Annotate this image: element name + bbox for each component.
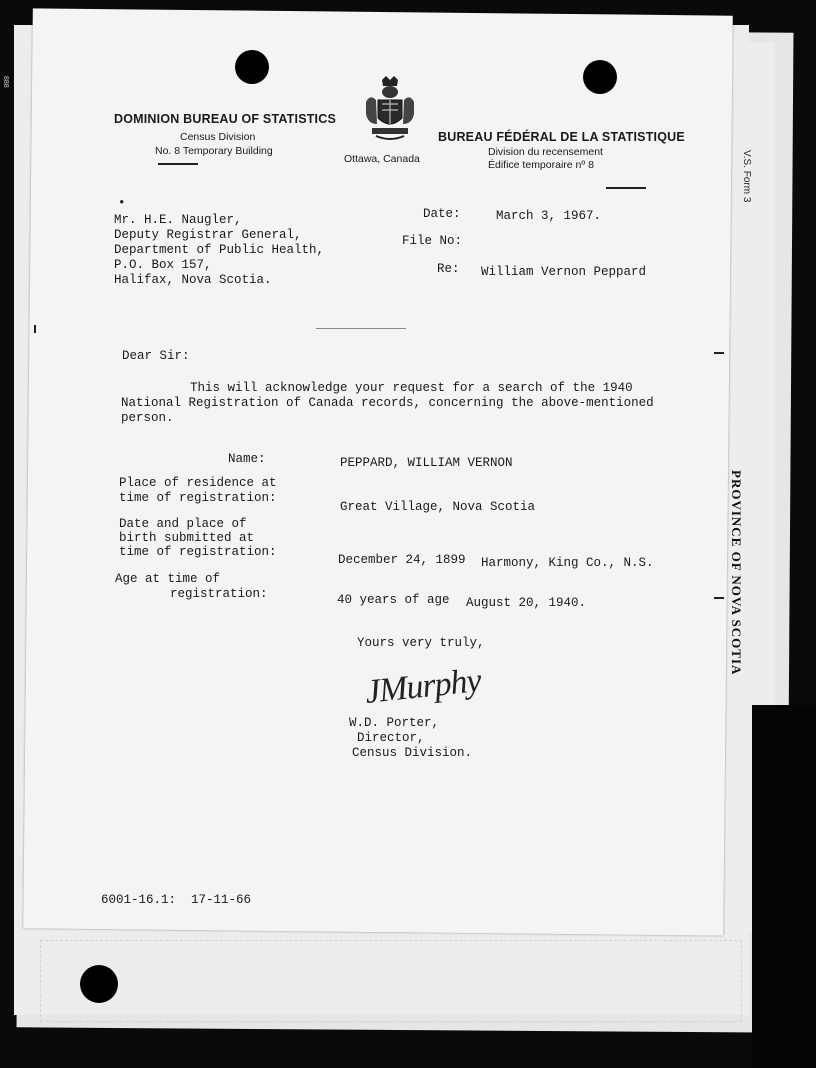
file-number-label: File No: <box>402 234 463 248</box>
signatory-name: W.D. Porter, <box>349 716 440 730</box>
age-label: Age at time of <box>115 572 221 586</box>
birth-label: time of registration: <box>119 545 277 559</box>
address-line: Halifax, Nova Scotia. <box>114 273 272 287</box>
english-building: No. 8 Temporary Building <box>155 145 273 157</box>
right-margin-mark-2 <box>714 597 724 599</box>
right-margin-mark <box>714 352 724 354</box>
residence-label: time of registration: <box>119 491 277 505</box>
re-value: William Vernon Peppard <box>481 265 647 279</box>
age-label: registration: <box>170 587 268 601</box>
age-date-value: August 20, 1940. <box>466 596 587 610</box>
name-label: Name: <box>228 452 266 466</box>
birth-date-value: December 24, 1899 <box>338 553 466 567</box>
punch-hole-bottom <box>80 965 118 1003</box>
birth-label: Date and place of <box>119 517 247 531</box>
body-paragraph-line: person. <box>121 411 174 425</box>
dark-background-region <box>752 705 816 1068</box>
signatory-division: Census Division. <box>352 746 473 760</box>
french-building: Édifice temporaire nº 8 <box>488 159 594 171</box>
french-header-underline <box>606 187 646 189</box>
birth-place-value: Harmony, King Co., N.S. <box>481 556 654 570</box>
birth-label: birth submitted at <box>119 531 255 545</box>
age-value: 40 years of age <box>337 593 450 607</box>
signature: JMurphy <box>363 662 483 711</box>
date-value: March 3, 1967. <box>496 209 602 223</box>
english-division: Census Division <box>180 131 256 143</box>
english-header-underline <box>158 163 198 165</box>
salutation: Dear Sir: <box>122 349 190 363</box>
left-margin-mark <box>34 325 36 333</box>
complimentary-close: Yours very truly, <box>357 636 485 650</box>
canadian-coat-of-arms-icon <box>360 74 420 144</box>
form-code: 6001-16.1: 17-11-66 <box>101 893 252 907</box>
body-paragraph-line: This will acknowledge your request for a search of the 1940 <box>190 381 633 395</box>
city-label: Ottawa, Canada <box>344 153 420 165</box>
name-value: PEPPARD, WILLIAM VERNON <box>340 456 513 470</box>
date-label: Date: <box>423 207 461 221</box>
letter-sheet <box>23 8 733 935</box>
address-line: Deputy Registrar General, <box>114 228 302 242</box>
punch-hole-right <box>583 60 617 94</box>
body-paragraph-line: National Registration of Canada records, concerning the above-mentioned <box>121 396 654 410</box>
form-number-label: V.S. Form 3 <box>741 150 752 203</box>
margin-code: 888 <box>2 76 9 88</box>
re-label: Re: <box>437 262 460 276</box>
province-label: PROVINCE OF NOVA SCOTIA <box>729 470 744 676</box>
signatory-title: Director, <box>357 731 425 745</box>
separator-mark <box>316 328 406 329</box>
underlying-form-lines <box>40 940 742 1022</box>
address-line: Mr. H.E. Naugler, <box>114 213 242 227</box>
residence-label: Place of residence at <box>119 476 277 490</box>
french-bureau-title: BUREAU FÉDÉRAL DE LA STATISTIQUE <box>438 130 685 144</box>
address-line: P.O. Box 157, <box>114 258 212 272</box>
french-division: Division du recensement <box>488 146 603 158</box>
margin-dot: • <box>118 196 126 210</box>
address-line: Department of Public Health, <box>114 243 325 257</box>
english-bureau-title: DOMINION BUREAU OF STATISTICS <box>114 112 336 126</box>
punch-hole-left <box>235 50 269 84</box>
residence-value: Great Village, Nova Scotia <box>340 500 536 514</box>
